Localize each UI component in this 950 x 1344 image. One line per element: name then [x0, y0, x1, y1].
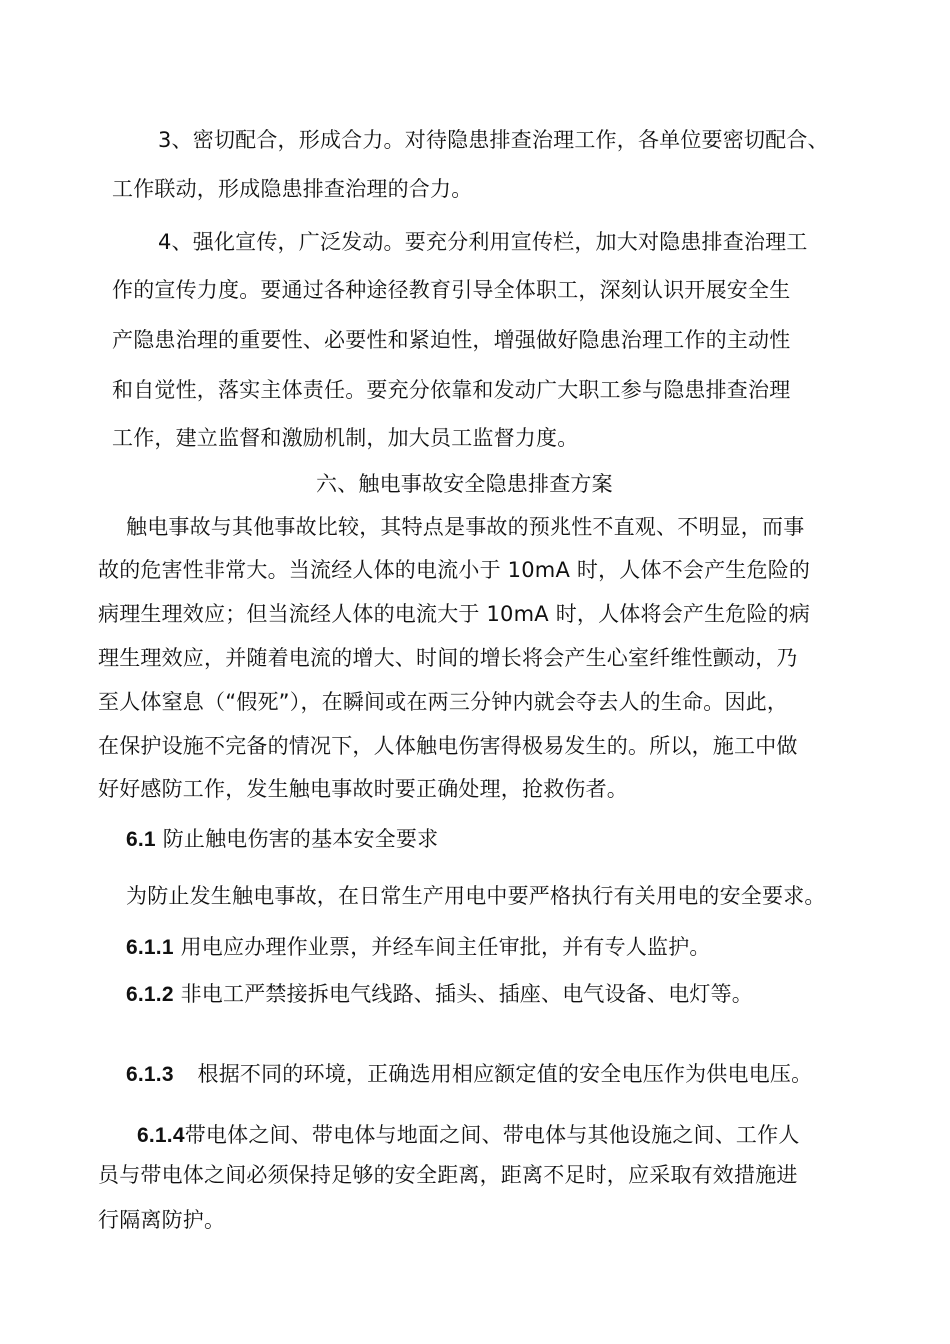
- sub611-number: 6.1.1: [126, 936, 174, 959]
- sub614-number: 6.1.4: [137, 1124, 185, 1147]
- section6-intro-line4: 理生理效应，并随着电流的增大、时间的增长将会产生心室纤维性颤动，乃: [98, 646, 798, 670]
- section6-intro-line3: 病理生理效应；但当流经人体的电流大于 10mA 时，人体将会产生危险的病: [98, 602, 811, 626]
- sub61-number: 6.1: [126, 828, 156, 851]
- section6-intro-line5: 至人体窒息（“假死”），在瞬间或在两三分钟内就会夺去人的生命。因此，: [98, 690, 789, 714]
- sub61-intro: 为防止发生触电事故，在日常生产用电中要严格执行有关用电的安全要求。: [126, 884, 826, 908]
- section6-intro-line7: 好好感防工作，发生触电事故时要正确处理，抢救伤者。: [98, 777, 628, 801]
- sub613-number: 6.1.3: [126, 1063, 174, 1086]
- sub612-number: 6.1.2: [126, 983, 174, 1006]
- sub612-item: [126, 980, 753, 1009]
- item3-line1: 3、密切配合，形成合力。对待隐患排查治理工作，各单位要密切配合、: [158, 128, 829, 152]
- section6-intro-line2: 故的危害性非常大。当流经人体的电流小于 10mA 时，人体不会产生危险的: [98, 558, 811, 582]
- sub611-item: [126, 933, 711, 962]
- sub614-line1: [137, 1121, 800, 1150]
- item4-line1: 4、强化宣传，广泛发动。要充分利用宣传栏，加大对隐患排查治理工: [158, 230, 808, 254]
- item3-line2: 工作联动，形成隐患排查治理的合力。: [112, 177, 473, 201]
- section6-intro-line6: 在保护设施不完备的情况下，人体触电伤害得极易发生的。所以，施工中做: [98, 734, 798, 758]
- sub614-line3: 行隔离防护。: [98, 1208, 226, 1232]
- section6-heading: 六、触电事故安全隐患排查方案: [316, 472, 613, 496]
- sub614-line1-text: 带电体之间、带电体与地面之间、带电体与其他设施之间、工作人: [184, 1123, 800, 1147]
- sub612-text: 非电工严禁接拆电气线路、插头、插座、电气设备、电灯等。: [180, 982, 754, 1006]
- item4-line3: 产隐患治理的重要性、必要性和紧迫性，增强做好隐患治理工作的主动性: [112, 328, 791, 352]
- sub61-title: 防止触电伤害的基本安全要求: [162, 827, 439, 851]
- sub613-text: 根据不同的环境，正确选用相应额定值的安全电压作为供电电压。: [197, 1062, 813, 1086]
- section6-intro-line1: 触电事故与其他事故比较，其特点是事故的预兆性不直观、不明显，而事: [126, 515, 805, 539]
- item4-line5: 工作，建立监督和激励机制，加大员工监督力度。: [112, 426, 579, 450]
- sub611-text: 用电应办理作业票，并经车间主任审批，并有专人监护。: [180, 935, 711, 959]
- sub61-heading: [126, 825, 438, 854]
- sub614-line2: 员与带电体之间必须保持足够的安全距离，距离不足时，应采取有效措施进: [98, 1163, 798, 1187]
- sub613-item: [126, 1060, 812, 1089]
- item4-line4: 和自觉性，落实主体责任。要充分依靠和发动广大职工参与隐患排查治理: [112, 378, 791, 402]
- item4-line2: 作的宣传力度。要通过各种途径教育引导全体职工，深刻认识开展安全生: [112, 278, 791, 302]
